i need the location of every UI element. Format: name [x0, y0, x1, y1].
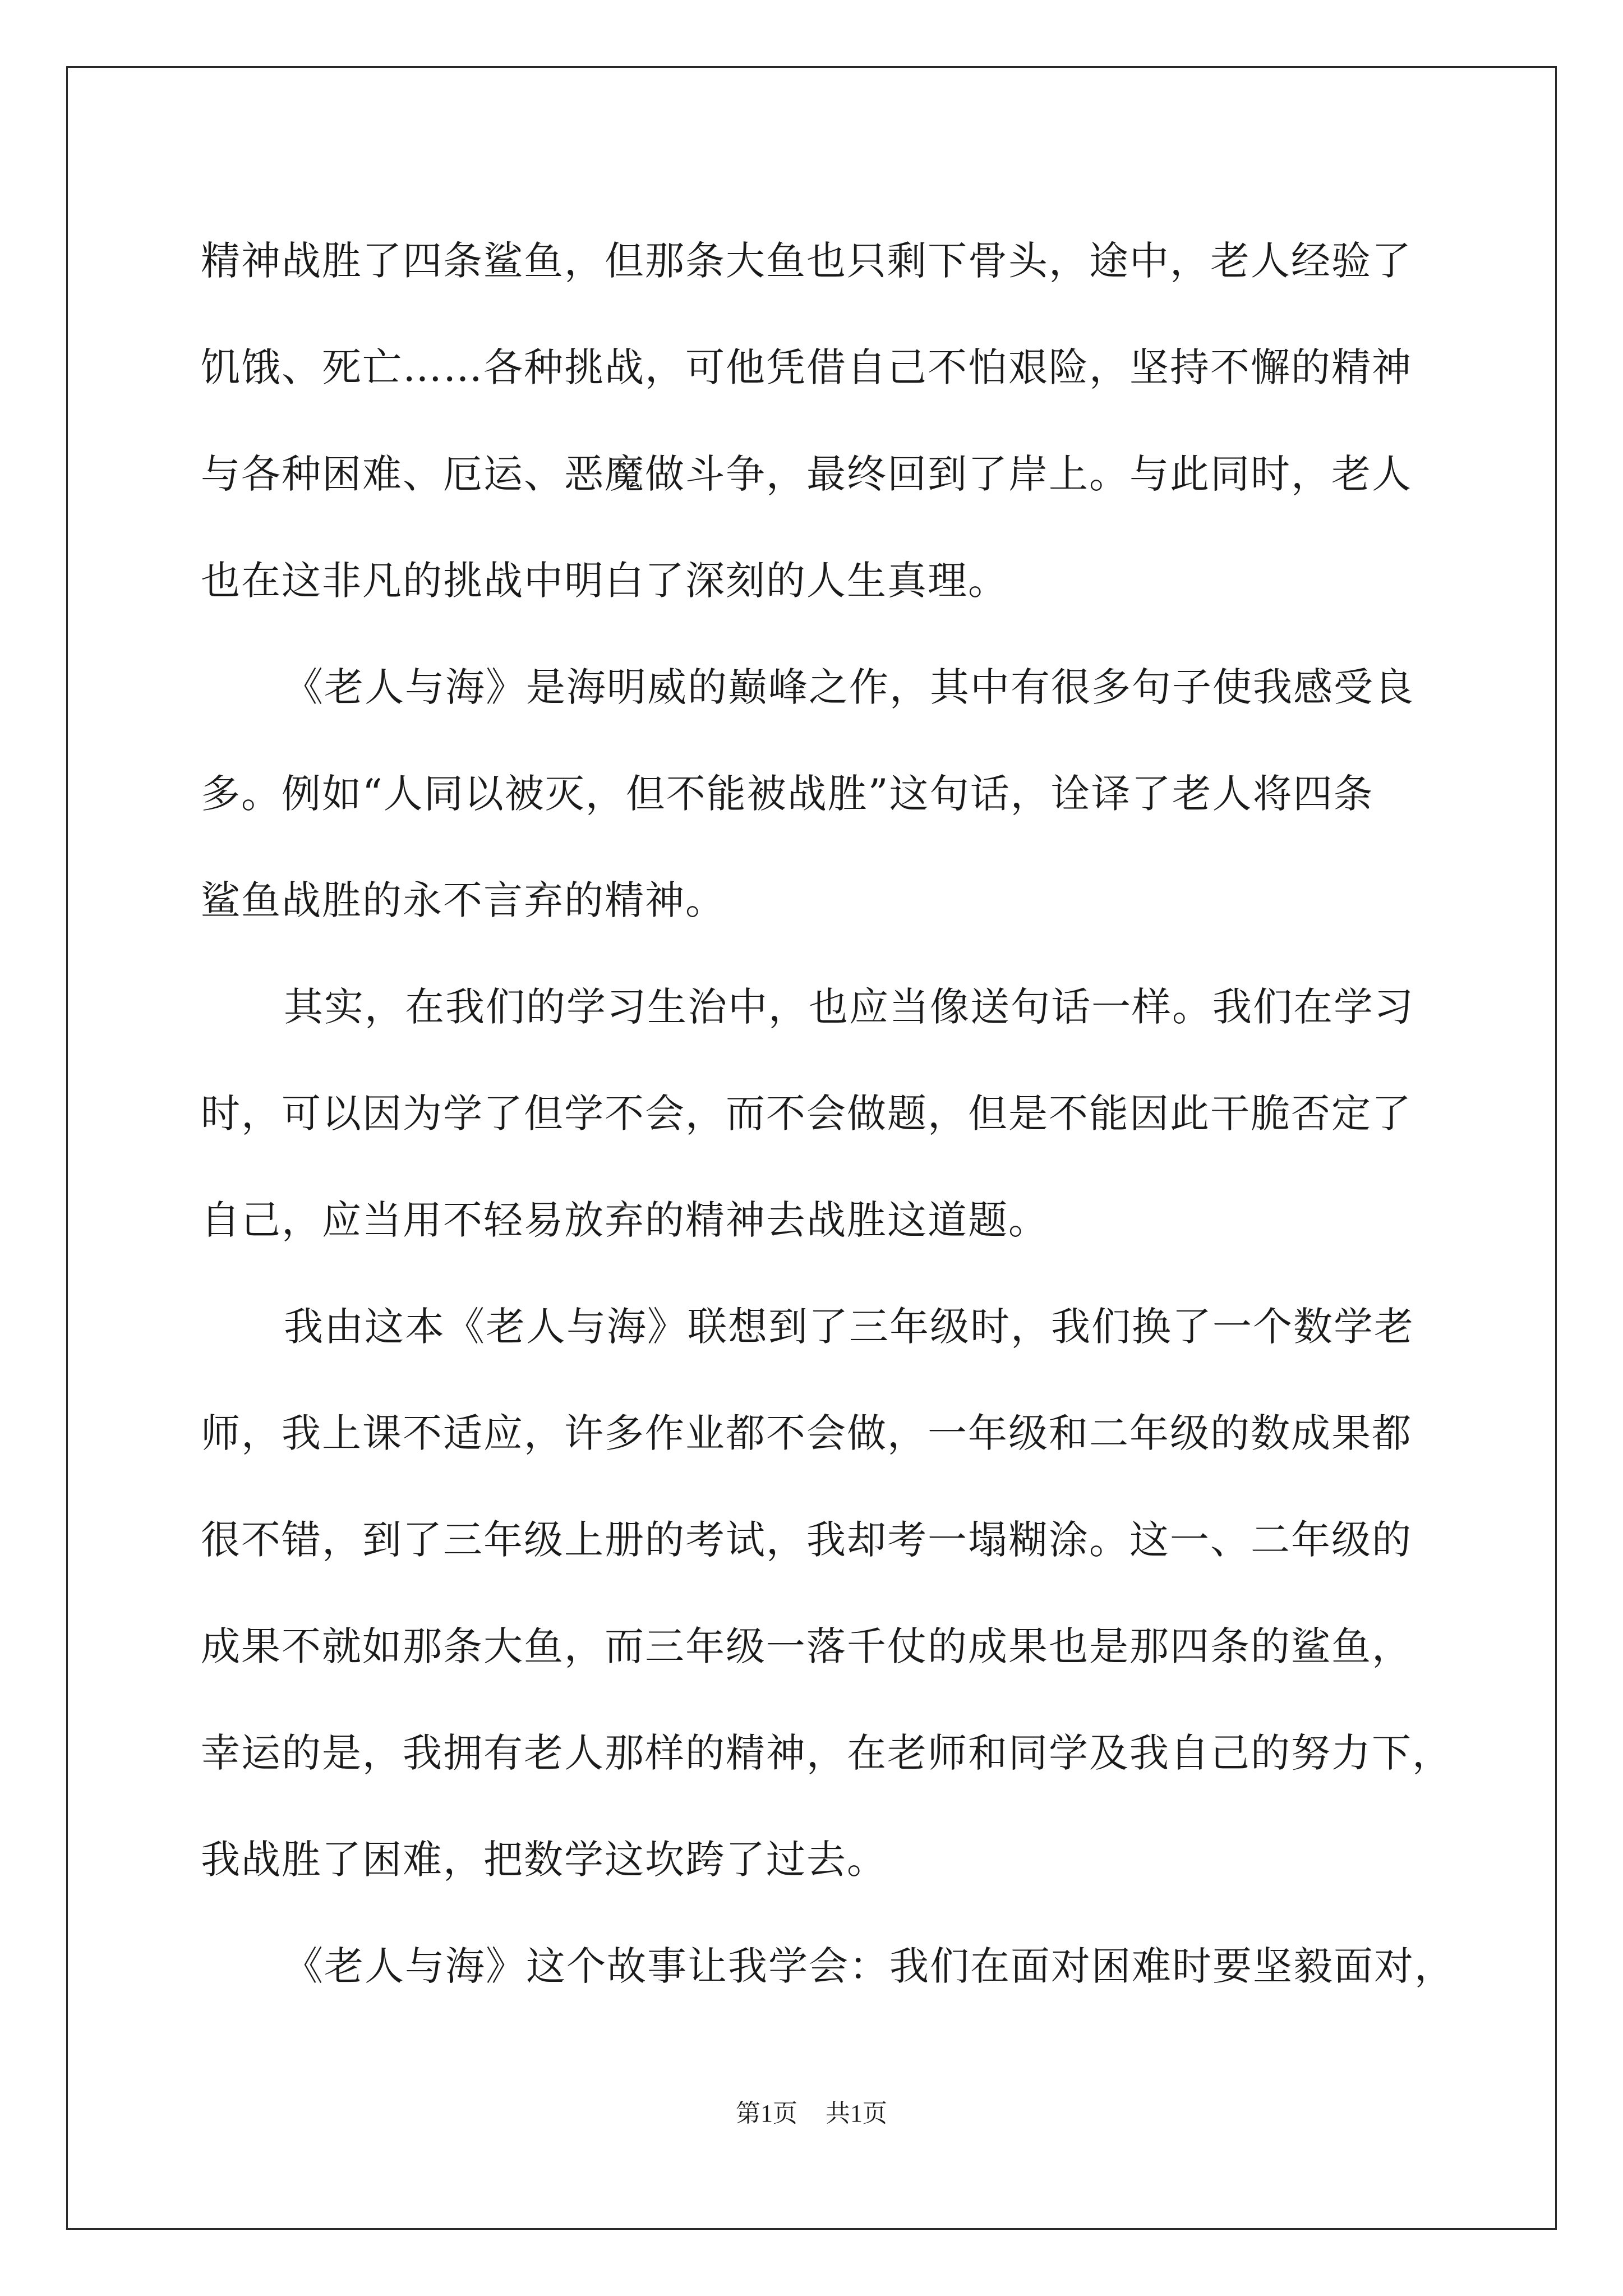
- paragraph-start-line: 《老人与海》这个故事让我学会：我们在面对困难时要坚毅面对，: [284, 1943, 1455, 1989]
- page-footer: [0, 2097, 1623, 2131]
- page-number-current: 第1页: [736, 2100, 797, 2127]
- text-line: 鲨鱼战胜的永不言弃的精神。: [201, 877, 726, 923]
- text-line: 精神战胜了四条鲨鱼，但那条大鱼也只剩下骨头，途中，老人经验了: [201, 238, 1412, 284]
- document-body: [201, 208, 1455, 2019]
- text-line: 饥饿、死亡……各种挑战，可他凭借自己不怕艰险，坚持不懈的精神: [201, 344, 1412, 390]
- paragraph-start-line: 其实，在我们的学习生治中，也应当像送句话一样。我们在学习: [284, 984, 1414, 1030]
- text-line: 成果不就如那条大鱼，而三年级一落千仗的成果也是那四条的鲨鱼，: [201, 1623, 1412, 1669]
- text-line: 也在这非凡的挑战中明白了深刻的人生真理。: [201, 558, 1008, 604]
- text-line: 自己，应当用不轻易放弃的精神去战胜这道题。: [201, 1197, 1049, 1243]
- text-line: 师，我上课不适应，许多作业都不会做，一年级和二年级的数成果都: [201, 1410, 1412, 1456]
- text-line: 很不错，到了三年级上册的考试，我却考一塌糊涂。这一、二年级的: [201, 1517, 1412, 1563]
- text-line: 我战胜了困难，把数学这坎跨了过去。: [201, 1837, 887, 1883]
- text-line: 与各种困难、厄运、恶魔做斗争，最终回到了岸上。与此同时，老人: [201, 451, 1412, 497]
- paragraph-start-line: 我由这本《老人与海》联想到了三年级时，我们换了一个数学老: [284, 1304, 1414, 1350]
- text-line: 多。例如“人同以被灭，但不能被战胜”这句话，诠译了老人将四条: [201, 771, 1374, 817]
- text-line: 时，可以因为学了但学不会，而不会做题，但是不能因此干脆否定了: [201, 1091, 1412, 1137]
- paragraph-start-line: 《老人与海》是海明威的巅峰之作，其中有很多句子使我感受良: [284, 664, 1414, 710]
- text-line: 幸运的是，我拥有老人那样的精神，在老师和同学及我自己的努力下，: [201, 1730, 1453, 1776]
- page-number-total: 共1页: [826, 2100, 887, 2127]
